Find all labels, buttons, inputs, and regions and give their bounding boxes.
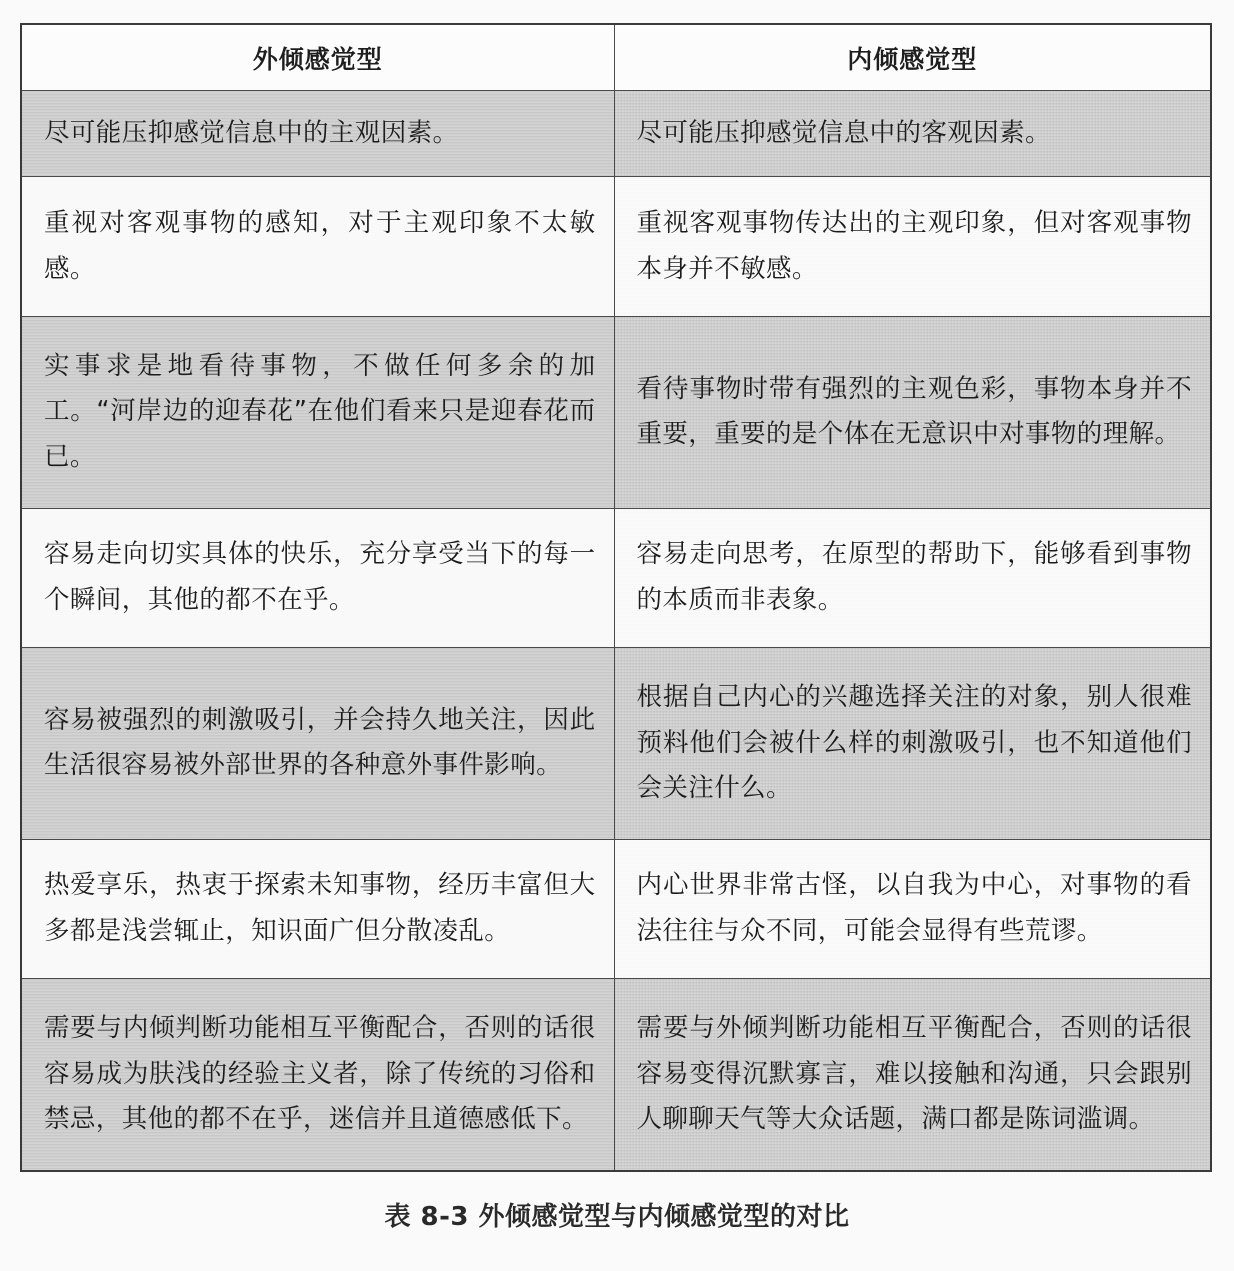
table-cell-left [21, 647, 614, 839]
cell-text: 内心世界非常古怪，以自我为中心，对事物的看法往往与众不同，可能会显得有些荒谬。 [636, 870, 1192, 946]
table-body [21, 91, 1211, 1172]
comparison-table [20, 23, 1212, 1172]
cell-text: 看待事物时带有强烈的主观色彩，事物本身并不重要，重要的是个体在无意识中对事物的理解。 [636, 373, 1192, 450]
cell-text: 容易走向思考，在原型的帮助下，能够看到事物的本质而非表象。 [636, 539, 1192, 615]
cell-text: 需要与内倾判断功能相互平衡配合，否则的话很容易成为肤浅的经验主义者，除了传统的习俗和禁忌，其他的都不在乎，迷信并且道德感低下。 [44, 1013, 596, 1135]
table-row [21, 839, 1211, 978]
comparison-table-container [20, 23, 1210, 1172]
table-header [21, 24, 1211, 91]
header-row [21, 24, 1211, 91]
cell-text: 重视客观事物传达出的主观印象，但对客观事物本身并不敏感。 [636, 208, 1192, 284]
cell-text: 尽可能压抑感觉信息中的客观因素。 [636, 118, 1051, 149]
cell-text: 容易被强烈的刺激吸引，并会持久地关注，因此生活很容易被外部世界的各种意外事件影响。 [44, 704, 596, 781]
table-row [21, 91, 1211, 177]
table-caption: 表 8-3 外倾感觉型与内倾感觉型的对比 [384, 1202, 850, 1232]
table-cell-right [614, 91, 1211, 177]
table-cell-right [614, 647, 1211, 839]
table-cell-right [614, 839, 1211, 978]
table-row [21, 978, 1211, 1171]
table-cell-left [21, 508, 614, 647]
cell-text: 容易走向切实具体的快乐，充分享受当下的每一个瞬间，其他的都不在乎。 [44, 539, 596, 615]
column-header-introverted-sensing: 内倾感觉型 [614, 24, 1211, 91]
table-cell-left [21, 839, 614, 978]
table-row [21, 177, 1211, 316]
table-cell-left [21, 978, 614, 1171]
table-row [21, 316, 1211, 508]
table-cell-left [21, 177, 614, 316]
table-cell-right [614, 508, 1211, 647]
cell-text: 实事求是地看待事物，不做任何多余的加工。“河岸边的迎春花”在他们看来只是迎春花而已。 [44, 351, 596, 472]
cell-text: 尽可能压抑感觉信息中的主观因素。 [44, 118, 459, 149]
cell-text: 热爱享乐，热衷于探索未知事物，经历丰富但大多都是浅尝辄止，知识面广但分散凌乱。 [44, 870, 596, 946]
table-cell-right [614, 177, 1211, 316]
table-cell-left [21, 316, 614, 508]
table-cell-right [614, 978, 1211, 1171]
cell-text: 根据自己内心的兴趣选择关注的对象，别人很难预料他们会被什么样的刺激吸引，也不知道他们会关注什么。 [636, 682, 1192, 803]
table-cell-left [21, 91, 614, 177]
column-header-extraverted-sensing: 外倾感觉型 [21, 24, 614, 91]
cell-text: 需要与外倾判断功能相互平衡配合，否则的话很容易变得沉默寡言，难以接触和沟通，只会跟别人聊聊天气等大众话题，满口都是陈词滥调。 [636, 1013, 1192, 1135]
table-row [21, 508, 1211, 647]
table-row [21, 647, 1211, 839]
table-cell-right [614, 316, 1211, 508]
cell-text: 重视对客观事物的感知，对于主观印象不太敏感。 [44, 208, 596, 284]
